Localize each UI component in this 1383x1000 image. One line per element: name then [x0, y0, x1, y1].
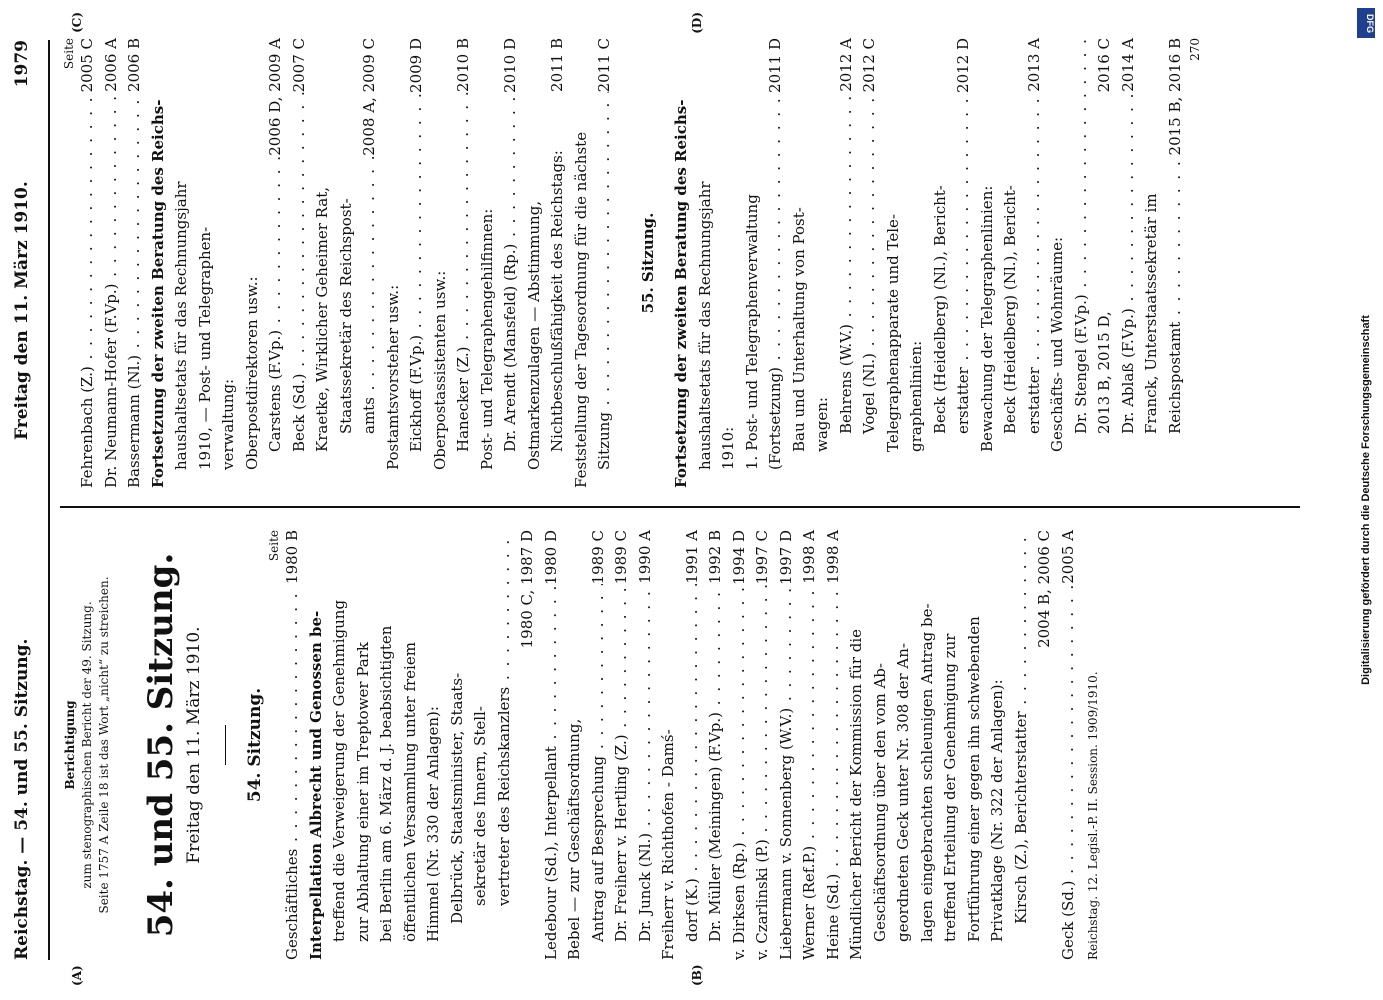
- index-entry: [194, 38, 218, 488]
- index-entry: [1057, 530, 1081, 960]
- signature-mark: 270: [1188, 38, 1202, 61]
- index-entry: [593, 38, 617, 488]
- entry-text: erstatter . . .: [1023, 92, 1047, 488]
- entry-text: Interpellation Albrecht und Genossen be-: [306, 610, 325, 960]
- session-54-title: 54. Sitzung.: [244, 687, 265, 803]
- main-title: 54. und 55. Sitzung.: [141, 552, 181, 938]
- col1-entries: [281, 530, 1080, 960]
- entry-text: Behrens (W.V.) . . .: [835, 92, 859, 488]
- index-entry: [305, 530, 329, 960]
- page-ref: 2010 B: [454, 38, 472, 92]
- entry-text: v. Dirksen (Rp.) . . .: [728, 585, 752, 960]
- index-entry: [405, 38, 429, 488]
- index-entry: [660, 38, 670, 488]
- entry-text: Liebermann v. Sonnenberg (W.V.) . . .: [775, 585, 799, 960]
- entry-text: Reichspostamt . . .: [1164, 155, 1188, 488]
- index-entry: [493, 530, 517, 960]
- index-entry: [986, 530, 1010, 960]
- entry-text: Dr. Müller (Meiningen) (F.Vp.) . . .: [704, 584, 728, 960]
- index-entry: [422, 530, 446, 960]
- page-ref: 2012 A: [836, 38, 855, 92]
- entry-text: Mündlicher Bericht der Kommission für die: [847, 628, 865, 960]
- index-entry: [717, 38, 741, 488]
- index-entry: [570, 38, 594, 488]
- entry-text: Carstens (F.Vp.) . . .: [264, 156, 288, 488]
- entry-text: wagen:: [813, 397, 831, 452]
- index-entry: [788, 38, 812, 488]
- entry-text: Dr. Freiherr v. Hertling (Z.) . . .: [610, 584, 634, 960]
- entry-text: Fortführung einer gegen ihn schwebenden: [964, 616, 983, 942]
- entry-text: Kirsch (Z.), Berichterstatter . . .: [1010, 530, 1034, 960]
- entry-text: Post- und Telegraphengehilfinnen:: [477, 208, 496, 470]
- index-entry: [170, 38, 194, 488]
- entry-text: Bassermann (Nl.) . . .: [123, 92, 147, 488]
- index-entry: [1046, 38, 1070, 488]
- entry-text: vertreter des Reichskanzlers . . .: [493, 530, 517, 960]
- entry-text: Dr. Junck (Nl.) . . .: [634, 584, 658, 960]
- index-entry: [311, 38, 335, 488]
- page-ref: 2011 C: [595, 38, 613, 93]
- page-ref: 1980 C, 1987 D: [518, 530, 536, 649]
- entry-text: 1910, — Post- und Telegraphen-: [195, 226, 214, 470]
- page-ref: 2015 B, 2016 B: [1165, 38, 1184, 156]
- index-entry: [963, 530, 987, 960]
- entry-text: Kraetke, Wirklicher Geheimer Rat,: [313, 186, 331, 452]
- margin-mark-a: (A): [70, 965, 84, 986]
- entry-text: Staatssekretär des Reichspost-: [336, 198, 355, 434]
- index-entry: [358, 38, 382, 488]
- entry-text: 1910:: [719, 426, 737, 470]
- correction-line-1: zum stenographischen Bericht der 49. Sitzung.: [80, 601, 94, 889]
- entry-text: dorf (K.) . . .: [681, 584, 705, 960]
- index-entry: [775, 530, 799, 960]
- page-ref: 2011 D: [766, 38, 784, 93]
- column-divider: [60, 506, 1300, 508]
- index-entry: [905, 38, 929, 488]
- date-line: Freitag den 11. März 1910.: [184, 626, 204, 864]
- index-entry: [281, 530, 305, 960]
- page-ref: 2004 B, 2006 C: [1035, 530, 1053, 648]
- index-entry: [335, 38, 359, 488]
- index-entry: [764, 38, 788, 488]
- index-entry: [352, 530, 376, 960]
- index-entry: [634, 530, 658, 960]
- margin-mark-d: (D): [690, 12, 704, 34]
- index-entry: [637, 38, 661, 488]
- page-number: 1979: [12, 40, 32, 88]
- index-entry: [288, 38, 312, 488]
- entry-text: [617, 38, 627, 488]
- page-ref: 1997 C: [753, 530, 771, 585]
- entry-text: lagen eingebrachten schleunigen Antrag be-: [917, 603, 936, 942]
- header-left: Reichstag. — 54. und 55. Sitzung.: [12, 638, 32, 960]
- entry-text: Bewachung der Telegraphenlinien:: [977, 185, 996, 452]
- index-entry: [892, 530, 916, 960]
- page-ref: 2007 C: [289, 38, 308, 93]
- entry-text: Freiherr v. Richthofen - Damś-: [659, 729, 677, 960]
- entry-text: Geschäftliches . . .: [281, 584, 305, 960]
- entry-text: (Fortsetzung) . . .: [764, 93, 788, 488]
- index-entry: [563, 530, 587, 960]
- entry-text: 55. Sitzung.: [638, 212, 657, 314]
- index-entry: [1033, 530, 1057, 960]
- index-entry: [1093, 38, 1117, 488]
- index-entry: [375, 530, 399, 960]
- entry-text: amts . . .: [358, 156, 382, 488]
- index-entry: [617, 38, 627, 488]
- entry-text: Fortsetzung der zweiten Beratung des Reichs-: [672, 99, 690, 488]
- entry-text: Bau und Unterhaltung von Post-: [789, 207, 808, 452]
- entry-text: Dr. Neumann-Hofer (F.Vp.) . . .: [100, 92, 124, 488]
- index-entry: [399, 530, 423, 960]
- index-entry: [798, 530, 822, 960]
- entry-text: treffend die Verweigerung der Genehmigung: [330, 599, 348, 942]
- index-entry: [952, 38, 976, 488]
- page-ref: 2010 D: [501, 38, 519, 93]
- left-column: [62, 530, 1102, 960]
- entry-text: sekretär des Innern, Stell-: [471, 706, 489, 906]
- entry-text: Vogel (Nl.) . . .: [858, 92, 882, 488]
- entry-text: haushaltsetats für das Rechnungsjahr: [695, 181, 714, 470]
- page-ref: 2006 B: [125, 38, 143, 92]
- entry-text: Telegraphenapparate und Tele-: [883, 214, 902, 452]
- index-entry: [858, 38, 882, 488]
- index-entry: [835, 38, 859, 488]
- index-entry: [657, 530, 681, 960]
- entry-text: Beck (Sd.) . . .: [288, 92, 312, 488]
- index-entry: [694, 38, 718, 488]
- page-ref: 2016 C: [1095, 38, 1113, 93]
- entry-text: verwaltung:: [219, 378, 237, 470]
- entry-text: Privatklage (Nr. 322 der Anlagen):: [988, 679, 1006, 942]
- page-ref: 1989 C: [612, 530, 630, 585]
- page-ref: 2013 A: [1024, 38, 1043, 92]
- index-entry: [916, 530, 940, 960]
- entry-text: erstatter . . .: [952, 93, 976, 488]
- index-entry: [540, 530, 564, 960]
- page-ref: 1998 A: [823, 530, 842, 584]
- page-ref: 2006 A: [101, 38, 120, 92]
- index-entry: [976, 38, 1000, 488]
- page-ref: 1980 D: [541, 530, 560, 585]
- index-entry: [882, 38, 906, 488]
- entry-text: Feststellung der Tagesordnung für die nächste: [571, 131, 590, 488]
- index-entry: [476, 38, 500, 488]
- entry-text: Eickhoff (F.Vp.) . . .: [405, 93, 429, 488]
- entry-text: Geck (Sd.) . . .: [1057, 584, 1081, 960]
- index-entry: [1010, 530, 1034, 960]
- entry-text: Bebel — zur Geschäftsordnung,: [565, 718, 583, 960]
- correction-title: Berichtigung: [63, 700, 77, 790]
- index-entry: [452, 38, 476, 488]
- index-entry: [499, 38, 523, 488]
- side-credit: [1353, 10, 1379, 990]
- page-ref: 2009 D: [407, 38, 425, 93]
- index-entry: [1164, 38, 1188, 488]
- entry-text: Dr. Arendt (Mansfeld) (Rp.) . . .: [499, 93, 523, 488]
- page-ref: 2012 D: [954, 38, 972, 93]
- index-entry: [147, 38, 171, 488]
- index-entry: [123, 38, 147, 488]
- entry-text: Beck (Heidelberg) (Nl.), Bericht-: [930, 185, 949, 434]
- entry-text: haushaltsetats für das Rechnungsjahr: [172, 181, 190, 470]
- entry-text: Fehrenbach (Z.) . . .: [76, 92, 100, 488]
- entry-text: Beck (Heidelberg) (Nl.), Bericht-: [1001, 185, 1019, 434]
- col1-footer: Reichstag. 12. Legisl.-P. II. Session. 1909/1910.: [1086, 671, 1100, 960]
- index-entry: [999, 38, 1023, 488]
- entry-text: [627, 38, 637, 488]
- page-ref: 2011 B: [548, 38, 566, 92]
- page-ref: 1989 C: [588, 530, 607, 585]
- entry-text: Ostmarkenzulagen — Abstimmung,: [524, 200, 543, 470]
- index-entry: [100, 38, 124, 488]
- entry-text: öffentlichen Versammlung unter freiem: [400, 642, 419, 942]
- entry-text: Fortsetzung der zweiten Beratung des Reichs-: [148, 99, 167, 488]
- seite-label-right: Seite: [62, 38, 76, 70]
- entry-text: Nichtbeschlußfähigkeit des Reichstags:: [548, 150, 566, 452]
- title-divider: [225, 725, 226, 765]
- entry-text: bei Berlin am 6. März d. J. beabsichtigten: [377, 625, 395, 942]
- seite-label: Seite: [267, 530, 281, 562]
- index-entry: [751, 530, 775, 960]
- index-entry: [610, 530, 634, 960]
- page-ref: 2005 C: [78, 38, 96, 93]
- entry-text: geordneten Geck unter Nr. 308 der An-: [894, 643, 912, 942]
- index-entry: [741, 38, 765, 488]
- index-entry: [217, 38, 241, 488]
- entry-text: Postamtsvorsteher usw.:: [383, 284, 402, 470]
- entry-text: Oberpostassistenten usw.:: [430, 270, 449, 470]
- page-ref: 2005 A: [1058, 530, 1077, 584]
- page-ref: 2014 A: [1118, 38, 1137, 92]
- header-rule: [48, 40, 50, 960]
- index-entry: [429, 38, 453, 488]
- index-entry: [1023, 38, 1047, 488]
- index-entry: [929, 38, 953, 488]
- index-entry: [704, 530, 728, 960]
- entry-text: Franck, Unterstaatssekretär im: [1142, 193, 1160, 434]
- entry-text: Sitzung . . .: [593, 92, 617, 488]
- index-entry: [939, 530, 963, 960]
- entry-text: graphenlinien:: [907, 340, 925, 452]
- entry-text: [1033, 648, 1057, 960]
- index-entry: [845, 530, 869, 960]
- index-entry: [328, 530, 352, 960]
- index-entry: [822, 530, 846, 960]
- entry-text: Heine (Sd.) . . .: [822, 584, 846, 960]
- digitization-credit: Digitalisierung gefördert durch die Deutsche Forschungsgemeinschaft: [1360, 315, 1372, 685]
- index-entry: [627, 38, 637, 488]
- dfg-logo: DFG: [1357, 8, 1375, 38]
- index-entry: [241, 38, 265, 488]
- page-ref: 2012 C: [860, 38, 878, 93]
- index-entry: [869, 530, 893, 960]
- entry-text: 2013 B, 2015 D,: [1095, 311, 1113, 434]
- index-entry: [587, 530, 611, 960]
- entry-text: Himmel (Nr. 330 der Anlagen):: [424, 706, 442, 942]
- entry-text: treffend Erteilung der Genehmigung zur: [941, 633, 959, 942]
- index-entry: [670, 38, 694, 488]
- index-entry: [382, 38, 406, 488]
- entry-text: 1. Post- und Telegraphenverwaltung: [742, 194, 761, 470]
- entry-text: v. Czarlinski (P.) . . .: [751, 584, 775, 960]
- page-ref: 1992 B: [706, 530, 724, 584]
- index-entry: [516, 530, 540, 960]
- entry-text: Geschäfts- und Wohnräume:: [1048, 236, 1066, 452]
- entry-text: zur Abhaltung einer im Treptower Park: [353, 642, 372, 942]
- index-entry: [728, 530, 752, 960]
- entry-text: Delbrück, Staatsminister, Staats-: [447, 672, 466, 924]
- page-ref: 1997 D: [776, 530, 795, 585]
- index-entry: [523, 38, 547, 488]
- index-entry: [1140, 38, 1164, 488]
- page-ref: 1994 D: [729, 530, 748, 585]
- entry-text: Geschäftsordnung über den vom Ab-: [870, 663, 889, 942]
- page-ref: 2008 A, 2009 C: [360, 38, 378, 156]
- entry-text: Hanecker (Z.) . . .: [452, 92, 476, 488]
- page-ref: 1998 A: [800, 530, 818, 584]
- entry-text: Ledebour (Sd.), Interpellant . . .: [540, 585, 564, 960]
- index-entry: [681, 530, 705, 960]
- index-entry: [264, 38, 288, 488]
- index-entry: [1070, 38, 1094, 488]
- entry-text: Werner (Ref.P.) . . .: [798, 584, 822, 960]
- right-column: [62, 38, 1203, 488]
- header-center: Freitag den 11. März 1910.: [12, 181, 32, 440]
- correction-line-2: Seite 1757 A Zeile 18 ist das Wort „nicht“ zu streichen.: [97, 576, 111, 914]
- index-entry: [1117, 38, 1141, 488]
- page-ref: 1991 A: [682, 530, 701, 584]
- entry-text: Oberpostdirektoren usw.:: [242, 276, 261, 470]
- entry-text: Antrag auf Besprechung . . .: [587, 584, 611, 960]
- index-entry: [76, 38, 100, 488]
- page-ref: 2006 D, 2009 A: [266, 38, 284, 156]
- index-entry: [469, 530, 493, 960]
- entry-text: Dr. Stengel (F.Vp.) . . .: [1070, 38, 1094, 488]
- entry-text: [660, 38, 670, 488]
- entry-text: Dr. Ablaß (F.Vp.) . . .: [1117, 92, 1141, 488]
- page-ref: 1990 A: [635, 530, 654, 584]
- page-ref: 1980 B: [283, 530, 301, 584]
- entry-text: [516, 648, 540, 960]
- index-entry: [811, 38, 835, 488]
- index-entry: [546, 38, 570, 488]
- margin-mark-c: (C): [70, 12, 84, 33]
- index-entry: [446, 530, 470, 960]
- col2-entries: [76, 38, 1187, 488]
- margin-mark-b: (B): [690, 964, 704, 986]
